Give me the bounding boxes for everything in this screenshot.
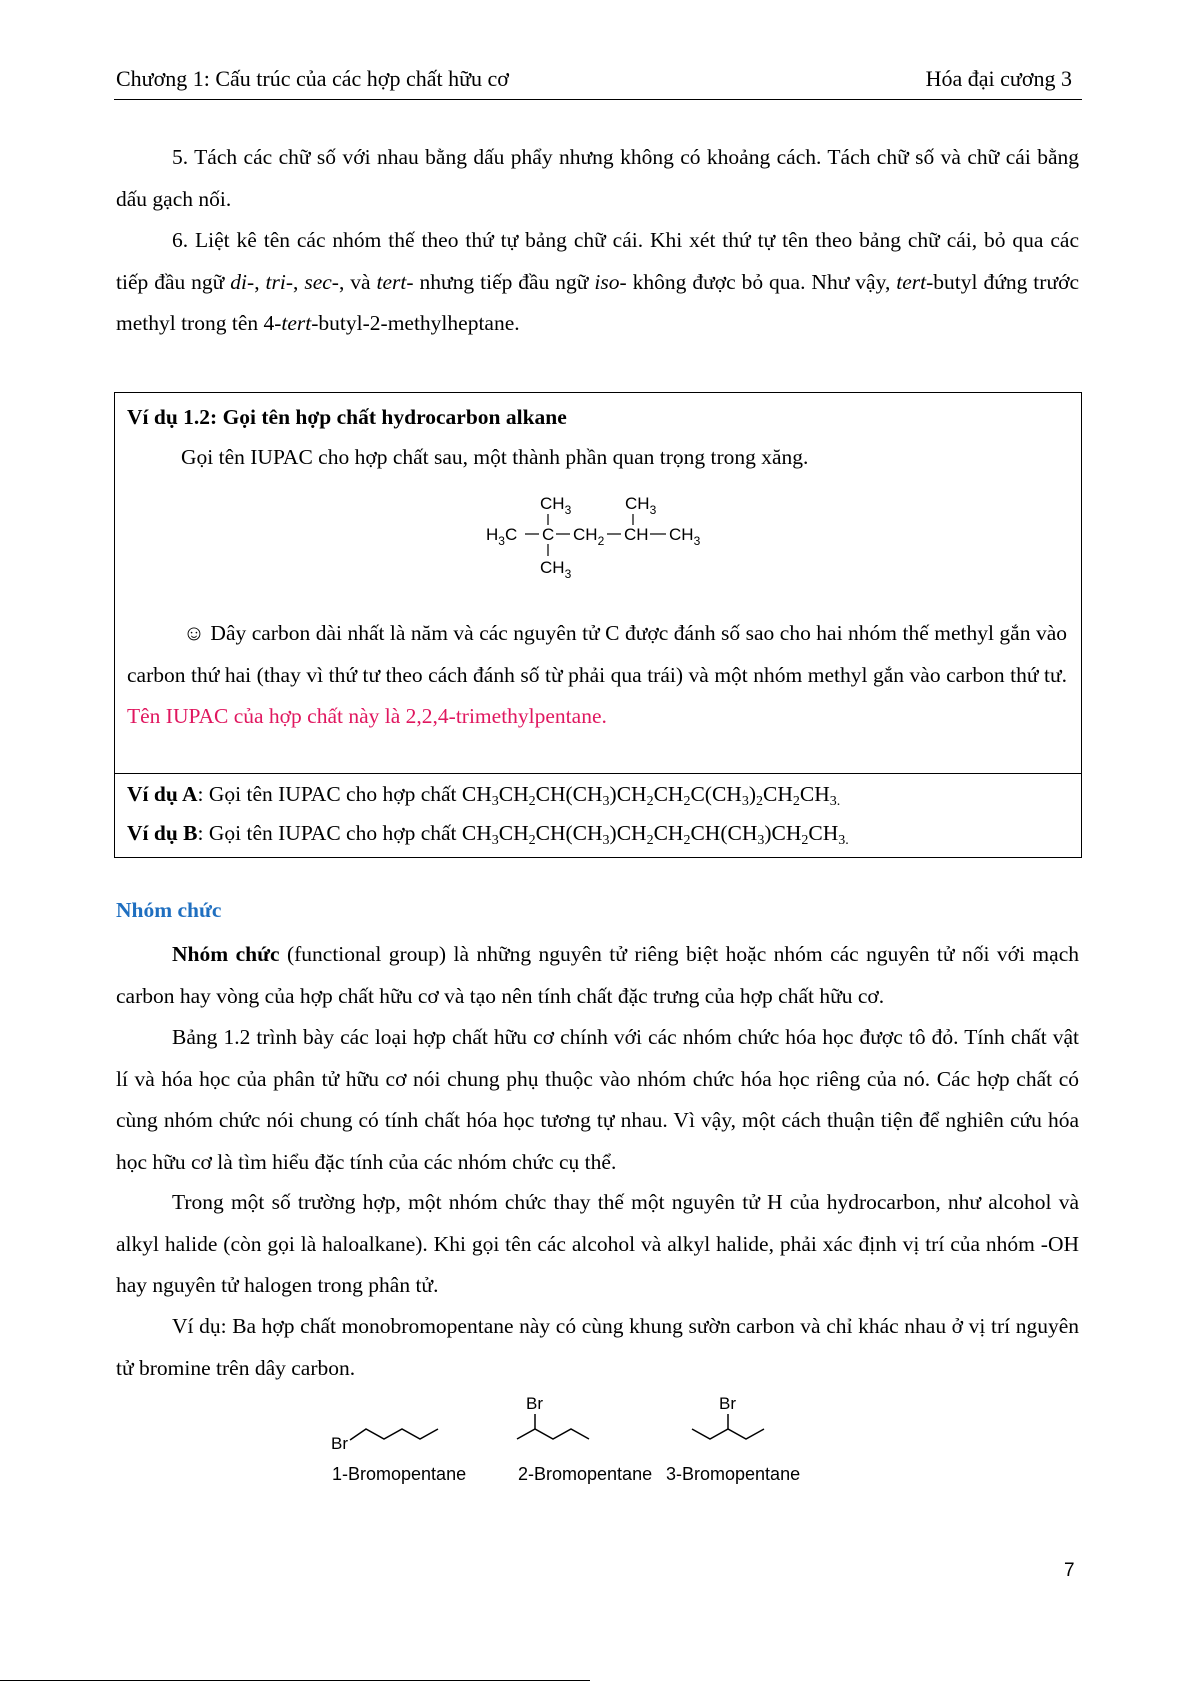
example-title: Ví dụ 1.2: Gọi tên hợp chất hydrocarbon alkane [127,405,567,429]
section-heading: Nhóm chức [116,898,222,922]
iupac-answer-highlight: Tên IUPAC của hợp chất này là 2,2,4-trimethylpentane. [127,704,607,728]
top-ch3-quaternary: $CH_3$ [540,494,572,517]
molecule-name-1: 1-Bromopentane [332,1464,467,1484]
rule-6-paragraph: 6. Liệt kê tên các nhóm thế theo thứ tự bảng chữ cái. Khi xét thứ tự tên theo bảng chữ cái, bỏ qua các tiếp đầu ngữ di-, tri-, sec-, và tert- nhưng tiếp đầu ngữ iso- không được bỏ qua. Như vậy, tert-butyl đứng trước methyl trong tên 4-tert-butyl-2-methylheptane. [116,228,1080,335]
top-ch3-methine: $CH_3$ [625,494,657,517]
methine-group: CH [624,525,649,544]
page-number: 7 [1064,1560,1075,1581]
header-rule [114,99,1082,100]
monobromopentane-paragraph: Ví dụ: Ba hợp chất monobromopentane này có cùng khung sườn carbon và chỉ khác nhau ở vị trí nguyên tử bromine trên dây carbon. [116,1314,1079,1380]
svg-text:Br: Br [719,1394,736,1413]
substitution-paragraph: Trong một số trường hợp, một nhóm chức thay thế một nguyên tử H của hydrocarbon, như alcohol và alkyl halide (còn gọi là haloalkane). Khi gọi tên các alcohol và alkyl halide, phải xác định vị trí của nhóm -OH hay nguyên tử halogen trong phân tử. [116,1190,1079,1297]
example-box [114,392,1082,858]
right-ch3: $CH_3$ [669,525,701,548]
running-header-chapter: Chương 1: Cấu trúc của các hợp chất hữu cơ [116,66,509,91]
footer-rule [0,1680,590,1681]
box-divider [115,773,1081,774]
svg-text:Br: Br [331,1434,348,1453]
structural-formula [481,489,781,589]
functional-group-definition: Nhóm chức (functional group) là những nguyên tử riêng biệt hoặc nhóm các nguyên tử nối với mạch carbon hay vòng của hợp chất hữu cơ và tạo nên tính chất đặc trưng của hợp chất hữu cơ. [116,942,1079,1008]
table-description-paragraph: Bảng 1.2 trình bày các loại hợp chất hữu cơ chính với các nhóm chức hóa học được tô đỏ. Tính chất vật lí và hóa học của phân tử hữu cơ nói chung phụ thuộc vào nhóm chức hóa học riêng của nó. Các hợp chất có cùng nhóm chức nói chung có tính chất hóa học tương tự nhau. Vì vậy, một cách thuận tiện để nghiên cứu hóa học hữu cơ là tìm hiểu đặc tính của các nhóm chức cụ thể. [116,1025,1079,1174]
example-answer: ☺ Dây carbon dài nhất là năm và các nguyên tử C được đánh số sao cho hai nhóm thế methyl gắn vào carbon thứ hai (thay vì thứ tư theo cách đánh số từ phải qua trái) và một nhóm methyl gắn vào carbon thứ tư. Tên IUPAC của hợp chất này là 2,2,4-trimethylpentane. [127,621,1067,728]
svg-text:Br: Br [526,1394,543,1413]
bromopentane-structures [316,1392,876,1492]
rule-5-paragraph: 5. Tách các chữ số với nhau bằng dấu phẩy nhưng không có khoảng cách. Tách chữ số và chữ cái bằng dấu gạch nối. [116,145,1079,211]
quaternary-carbon: C [542,525,555,544]
methylene-group: $CH_2$ [573,525,605,548]
bottom-ch3: $CH_3$ [540,558,572,581]
exercise-a: Ví dụ A: Gọi tên IUPAC cho hợp chất $CH_3CH_2CH(CH_3)CH_2CH_2C(CH_3)_2CH_2CH_{3.}$ [127,782,841,809]
example-prompt: Gọi tên IUPAC cho hợp chất sau, một thành phần quan trọng trong xăng. [181,445,809,469]
molecule-name-2: 2-Bromopentane [518,1464,653,1484]
running-header-course: Hóa đại cương 3 [925,66,1072,91]
molecule-3-bromopentane [666,1394,800,1484]
exercise-b: Ví dụ B: Gọi tên IUPAC cho hợp chất $CH_3CH_2CH(CH_3)CH_2CH_2CH(CH_3)CH_2CH_{3.}$ [127,821,849,848]
left-h3c: $H_3C$ [486,525,518,548]
molecule-1-bromopentane [331,1429,466,1484]
molecule-2-bromopentane [517,1394,652,1484]
molecule-name-3: 3-Bromopentane [666,1464,801,1484]
